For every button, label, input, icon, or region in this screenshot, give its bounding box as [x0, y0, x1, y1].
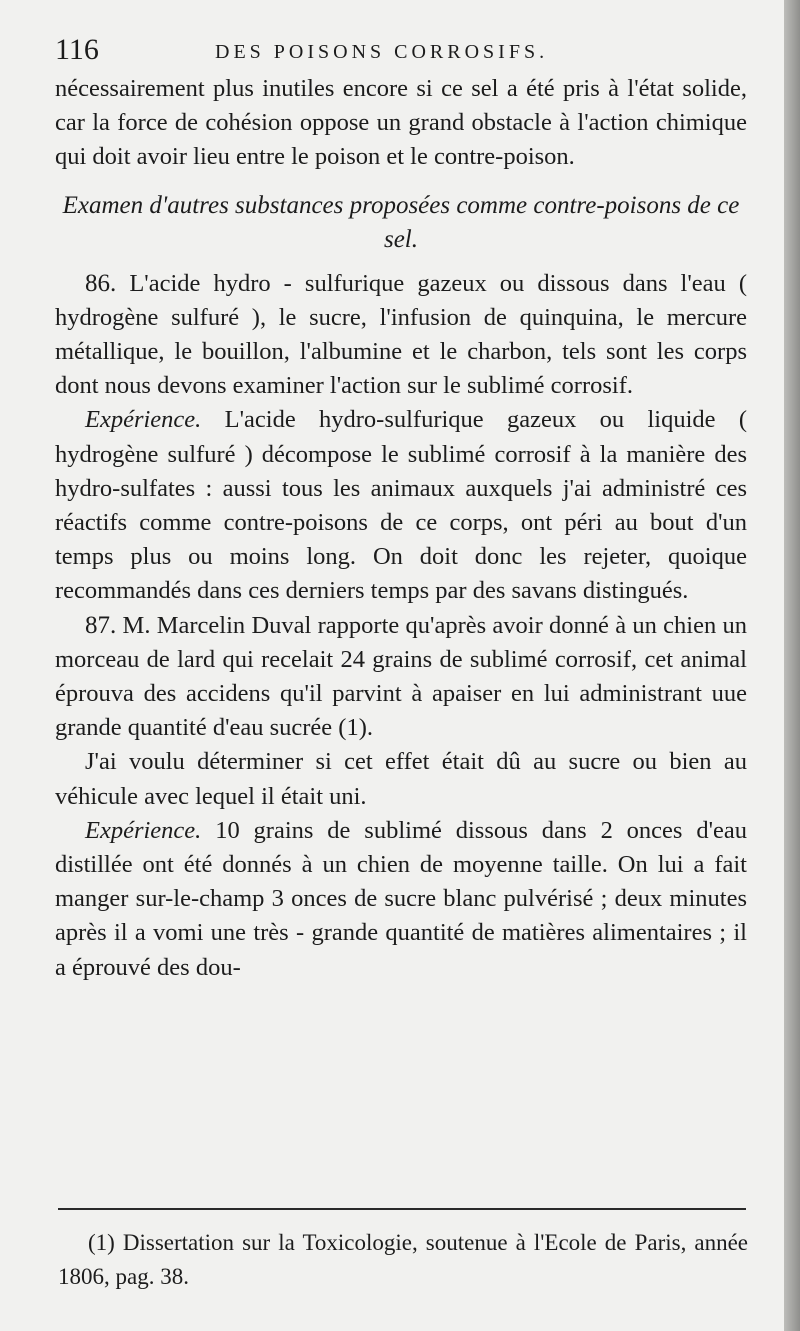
page-header: [55, 30, 745, 70]
section-heading: Examen d'autres substances proposées comme contre-poisons de ce sel.: [62, 191, 740, 253]
body-text: [55, 72, 747, 985]
page-edge-shadow: [784, 0, 800, 1331]
page-number: 116: [55, 33, 99, 66]
footnote-rule: [58, 1208, 746, 1210]
running-head: DES POISONS CORROSIFS.: [215, 41, 549, 63]
paragraph-text: 10 grains de sublimé dissous dans 2 onces d'eau distillée ont été donnés à un chien de moyenne taille. On lui a fait manger sur-le-champ 3 onces de sucre blanc pulvérisé ; deux minutes après il a vomi une très - grande quantité de matières alimentaires ; il a éprouvé des dou-: [55, 816, 748, 981]
continuation-paragraph: nécessairement plus inutiles encore si ce sel a été pris à l'état solide, car la force de cohésion oppose un grand obstacle à l'action chimique qui doit avoir lieu entre le poison et le contre-poison.: [55, 75, 747, 171]
paragraph-text: L'acide hydro-sulfurique gazeux ou liquide ( hydrogène sulfuré ) décompose le sublimé corrosif à la manière des hydro-sulfates : aussi tous les animaux auxquels j'ai administré ces réactifs comme contre-poisons de ce corps, ont péri au bout d'un temps plus ou moins long. On doit donc les rejeter, quoique recommandés dans ces derniers temps par des savans distingués.: [55, 406, 748, 605]
experiment-lead: Expérience.: [85, 816, 202, 844]
experiment-lead: Expérience.: [85, 406, 202, 434]
experiment-paragraph-2: [55, 814, 747, 985]
paragraph-number: 87.: [85, 611, 117, 639]
paragraph-text: M. Marcelin Duval rapporte qu'après avoir donné à un chien un morceau de lard qui recelait 24 grains de sublimé corrosif, cet animal éprouva des accidens qu'il parvint à apaiser en lui administrant uue grande quantité d'eau sucrée (1).: [55, 611, 748, 742]
paragraph-86: [55, 267, 747, 404]
paragraph-text: L'acide hydro - sulfurique gazeux ou dissous dans l'eau ( hydrogène sulfuré ), le sucre, l'infusion de quinquina, le mercure métallique, le bouillon, l'albumine et le charbon, tels sont les corps dont nous devons examiner l'action sur le sublimé corrosif.: [55, 269, 747, 400]
sugar-paragraph: J'ai voulu déterminer si cet effet était dû au sucre ou bien au véhicule avec lequel il était uni.: [55, 748, 747, 810]
footnote-text: (1) Dissertation sur la Toxicologie, soutenue à l'Ecole de Paris, année 1806, pag. 38.: [58, 1230, 748, 1289]
footnote: [58, 1226, 748, 1294]
experiment-paragraph-1: [55, 403, 747, 608]
paragraph-87: [55, 609, 747, 746]
paragraph-number: 86.: [85, 269, 117, 297]
